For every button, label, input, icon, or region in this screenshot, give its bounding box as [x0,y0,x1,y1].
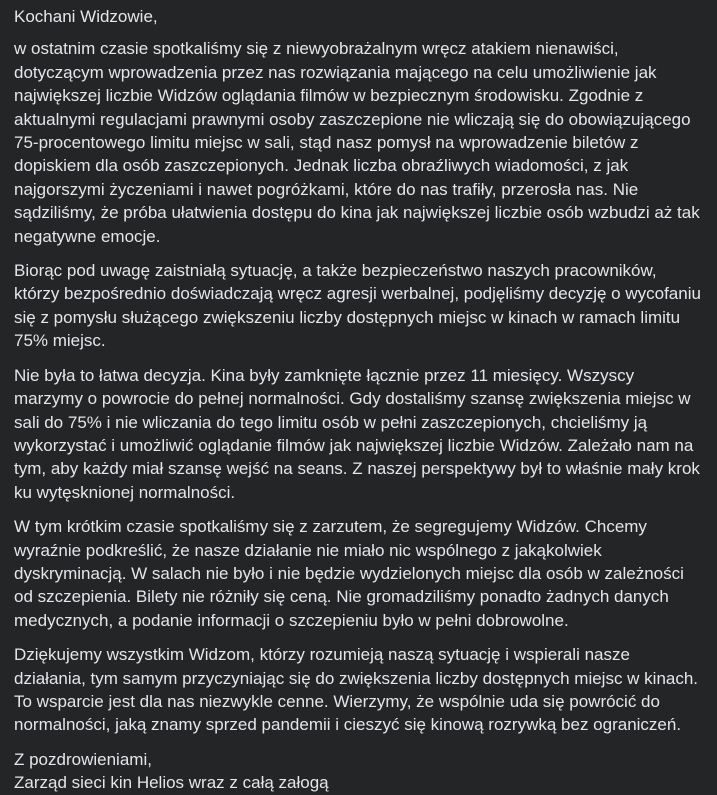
post-greeting: Kochani Widzowie, [14,7,158,26]
post-paragraph-1: w ostatnim czasie spotkaliśmy się z niewyobrażalnym wręcz atakiem nienawiści, dotyczącym wprowadzenia przez nas rozwiązania mającego na celu umożliwienie jak największej liczbie Widzów oglądania filmów w bezpiecznym środowisku. Zgodnie z aktualnymi regulacjami prawnymi osoby zaszczepione nie wliczają się do obowiązującego 75-procentowego limitu miejsc w sali, stąd nasz pomysł na wprowadzenie biletów z dopiskiem dla osób zaszczepionych. Jednak liczba obraźliwych wiadomości, z jak najgorszymi życzeniami i nawet pogróżkami, które do nas trafiły, przerosła nas. Nie sądziliśmy, że próba ułatwienia dostępu do kina jak największej liczbie osób wzbudzi aż tak negatywne emocje. [14,39,700,246]
post-paragraph-3: Nie była to łatwa decyzja. Kina były zamknięte łącznie przez 11 miesięcy. Wszyscy marzymy o powrocie do pełnej normalności. Gdy dostaliśmy szansę zwiększenia miejsc w sali do 75% i nie wliczania do tego limitu osób w pełni zaszczepionych, chcieliśmy ją wykorzystać i umożliwić oglądanie filmów jak największej liczbie Widzów. Zależało nam na tym, aby każdy miał szansę wejść na seans. Z naszej perspektywy był to właśnie mały krok ku wytęsknionej normalności. [14,365,700,502]
post-paragraph-2: Biorąc pod uwagę zaistniałą sytuację, a także bezpieczeństwo naszych pracowników, którzy bezpośrednio doświadczają wręcz agresji werbalnej, podjęliśmy decyzję o wycofaniu się z pomysłu służącego zwiększeniu liczby dostępnych miejsc w kinach w ramach limitu 75% miejsc. [14,261,701,351]
post-paragraph-4: W tym krótkim czasie spotkaliśmy się z zarzutem, że segregujemy Widzów. Chcemy wyraźnie podkreślić, że nasze działanie nie miało nic wspólnego z jakąkolwiek dyskryminacją. W salach nie było i nie będzie wydzielonych miejsc dla osób w zależności od szczepienia. Bilety nie różniły się ceną. Nie gromadziliśmy ponadto żadnych danych medycznych, a podanie informacji o szczepieniu było w pełni dobrowolne. [14,517,684,630]
post-closing: Z pozdrowieniami, [14,749,152,769]
post-signature: Zarząd sieci kin Helios wraz z całą załogą [14,773,329,793]
post-sign-off [14,748,703,795]
post-paragraph-5: Dziękujemy wszystkim Widzom, którzy rozumieją naszą sytuację i wspierali nasze działania, tym samym przyczyniając się do zwiększenia liczby dostępnych miejsc w kinach. To wsparcie jest dla nas niezwykle cenne. Wierzymy, że wspólnie uda się powrócić do normalności, jaką znamy sprzed pandemii i cieszyć się kinową rozrywką bez ograniczeń. [14,645,699,735]
